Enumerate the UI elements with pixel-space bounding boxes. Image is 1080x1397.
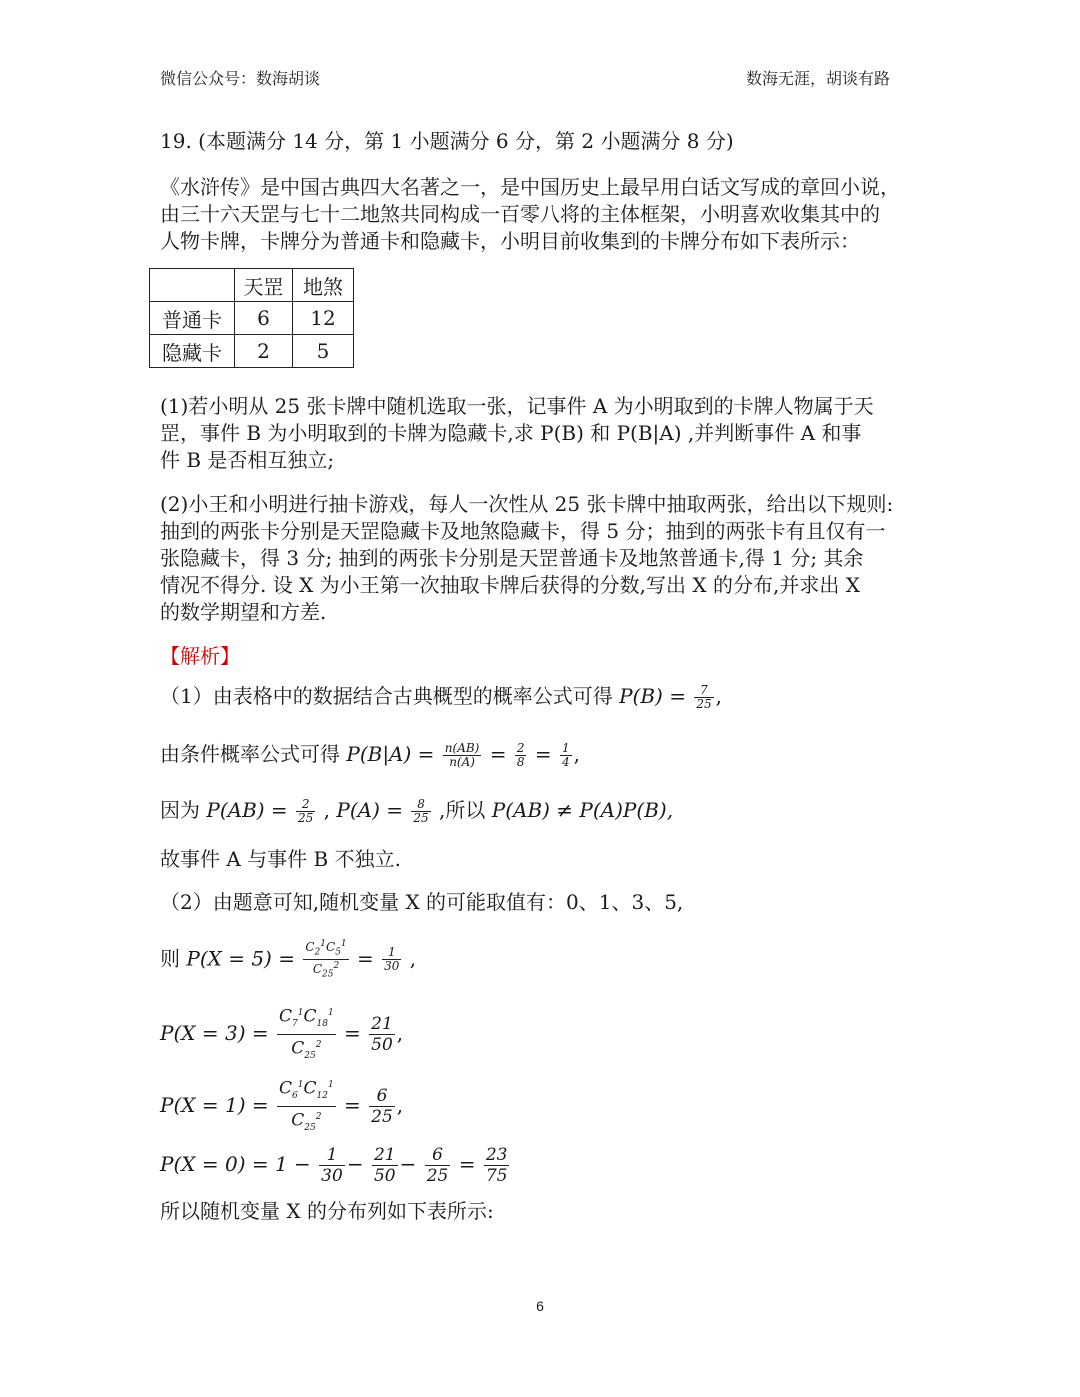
page-number: 6 [536,1298,544,1314]
q2-line: 情况不得分. 设 X 为小王第一次抽取卡牌后获得的分数,写出 X 的分布,并求出 X [160,573,860,597]
prob-x5: 则 P(X = 5) = $\frac{C_2^1C_5^1}{C_{25}^2}$ = $\frac{1}{30}$ , [160,939,417,980]
table-cell: 6 [235,302,293,335]
fraction: $\frac{1}{30}$ [384,945,400,974]
row-label: 普通卡 [150,302,235,335]
fraction: $\frac{21}{50}$ [373,1145,396,1186]
table-cell: 5 [293,335,354,368]
intro-line: 人物卡牌，卡牌分为普通卡和隐藏卡，小明目前收集到的卡牌分布如下表所示： [160,229,860,253]
fraction: $\frac{n(AB)}{n(A)}$ [444,741,480,769]
fraction: $\frac{2}{25}$ [298,797,314,825]
table-cell: 2 [235,335,293,368]
prob-x3: P(X = 3) = $\frac{C_7^1C_{18}^1}{C_{25}^2}$ = $\frac{21}{50}$ , [160,1003,403,1066]
fraction: $\frac{1}{4}$ [561,741,570,769]
fraction: $\frac{8}{25}$ [413,797,429,825]
solution-line-2: 由条件概率公式可得 P(B|A) = $\frac{n(AB)}{n(A)}$ = $\frac{2}{8}$ = $\frac{1}{4}$ , [160,741,580,769]
q2-line: 张隐藏卡，得 3 分; 抽到的两张卡分别是天罡普通卡及地煞普通卡,得 1 分; 其余 [160,546,864,570]
fraction: $\frac{6}{25}$ [426,1145,449,1186]
table-row [150,302,354,335]
q2-line: 的数学期望和方差. [160,600,327,624]
combination-fraction: $\frac{C_7^1C_{18}^1}{C_{25}^2}$ [277,1003,336,1066]
fraction: $\frac{1}{30}$ [321,1145,343,1186]
prob-x0: P(X = 0) = 1 − $\frac{1}{30}$ − $\frac{21}{50}$ − $\frac{6}{25}$ = $\frac{23}{75}$ [160,1145,508,1186]
header-right: 数海无涯，胡谈有路 [745,69,890,88]
card-table [149,268,354,368]
table-cell: 12 [293,302,354,335]
fraction: $\frac{6}{25}$ [371,1086,393,1128]
fraction: $\frac{21}{50}$ [371,1014,393,1056]
q1-line: 罡，事件 B 为小明取到的卡牌为隐藏卡,求 P(B) 和 P(B|A) ,并判断事件 A 和事 [160,421,862,445]
q2-line: 抽到的两张卡分别是天罡隐藏卡及地煞隐藏卡，得 5 分；抽到的两张卡有且仅有一 [160,519,886,543]
table-header: 天罡 [235,269,293,302]
table-row [150,335,354,368]
fraction: $\frac{2}{8}$ [516,741,525,769]
header-left: 微信公众号：数海胡谈 [160,69,321,88]
solution-line-3: 因为 P(AB) = $\frac{2}{25}$ , P(A) = $\frac{8}{25}$ ,所以 P(AB) ≠ P(A)P(B), [160,797,674,825]
solution-line-4: 故事件 A 与事件 B 不独立. [160,847,401,871]
solution-last-line: 所以随机变量 X 的分布列如下表所示: [160,1199,494,1223]
q1-line: 件 B 是否相互独立; [160,448,335,472]
problem-title: 19. (本题满分 14 分，第 1 小题满分 6 分，第 2 小题满分 8 分) [160,129,734,153]
prob-x1: P(X = 1) = $\frac{C_6^1C_{12}^1}{C_{25}^2}$ = $\frac{6}{25}$ , [160,1075,403,1138]
q1-line: (1)若小明从 25 张卡牌中随机选取一张，记事件 A 为小明取到的卡牌人物属于天 [160,394,874,418]
q2-line: (2)小王和小明进行抽卡游戏，每人一次性从 25 张卡牌中抽取两张，给出以下规则: [160,492,894,516]
solution-line-5: （2）由题意可知,随机变量 X 的可能取值有：0、1、3、5, [160,890,684,914]
table-header: 地煞 [293,269,354,302]
solution-line-1: （1）由表格中的数据结合古典概型的概率公式可得 P(B) = $\frac{7}{25}$ , [160,683,722,711]
row-label: 隐藏卡 [150,335,235,368]
fraction: $\frac{23}{75}$ [485,1145,508,1186]
fraction: $\frac{7}{25}$ [696,683,712,711]
intro-line: 《水浒传》是中国古典四大名著之一，是中国历史上最早用白话文写成的章回小说， [160,175,900,199]
combination-fraction: $\frac{C_2^1C_5^1}{C_{25}^2}$ [305,939,347,980]
solution-heading: 【解析】 [160,644,240,668]
intro-line: 由三十六天罡与七十二地煞共同构成一百零八将的主体框架，小明喜欢收集其中的 [160,202,880,226]
combination-fraction: $\frac{C_6^1C_{12}^1}{C_{25}^2}$ [277,1075,336,1138]
table-corner [150,269,235,302]
